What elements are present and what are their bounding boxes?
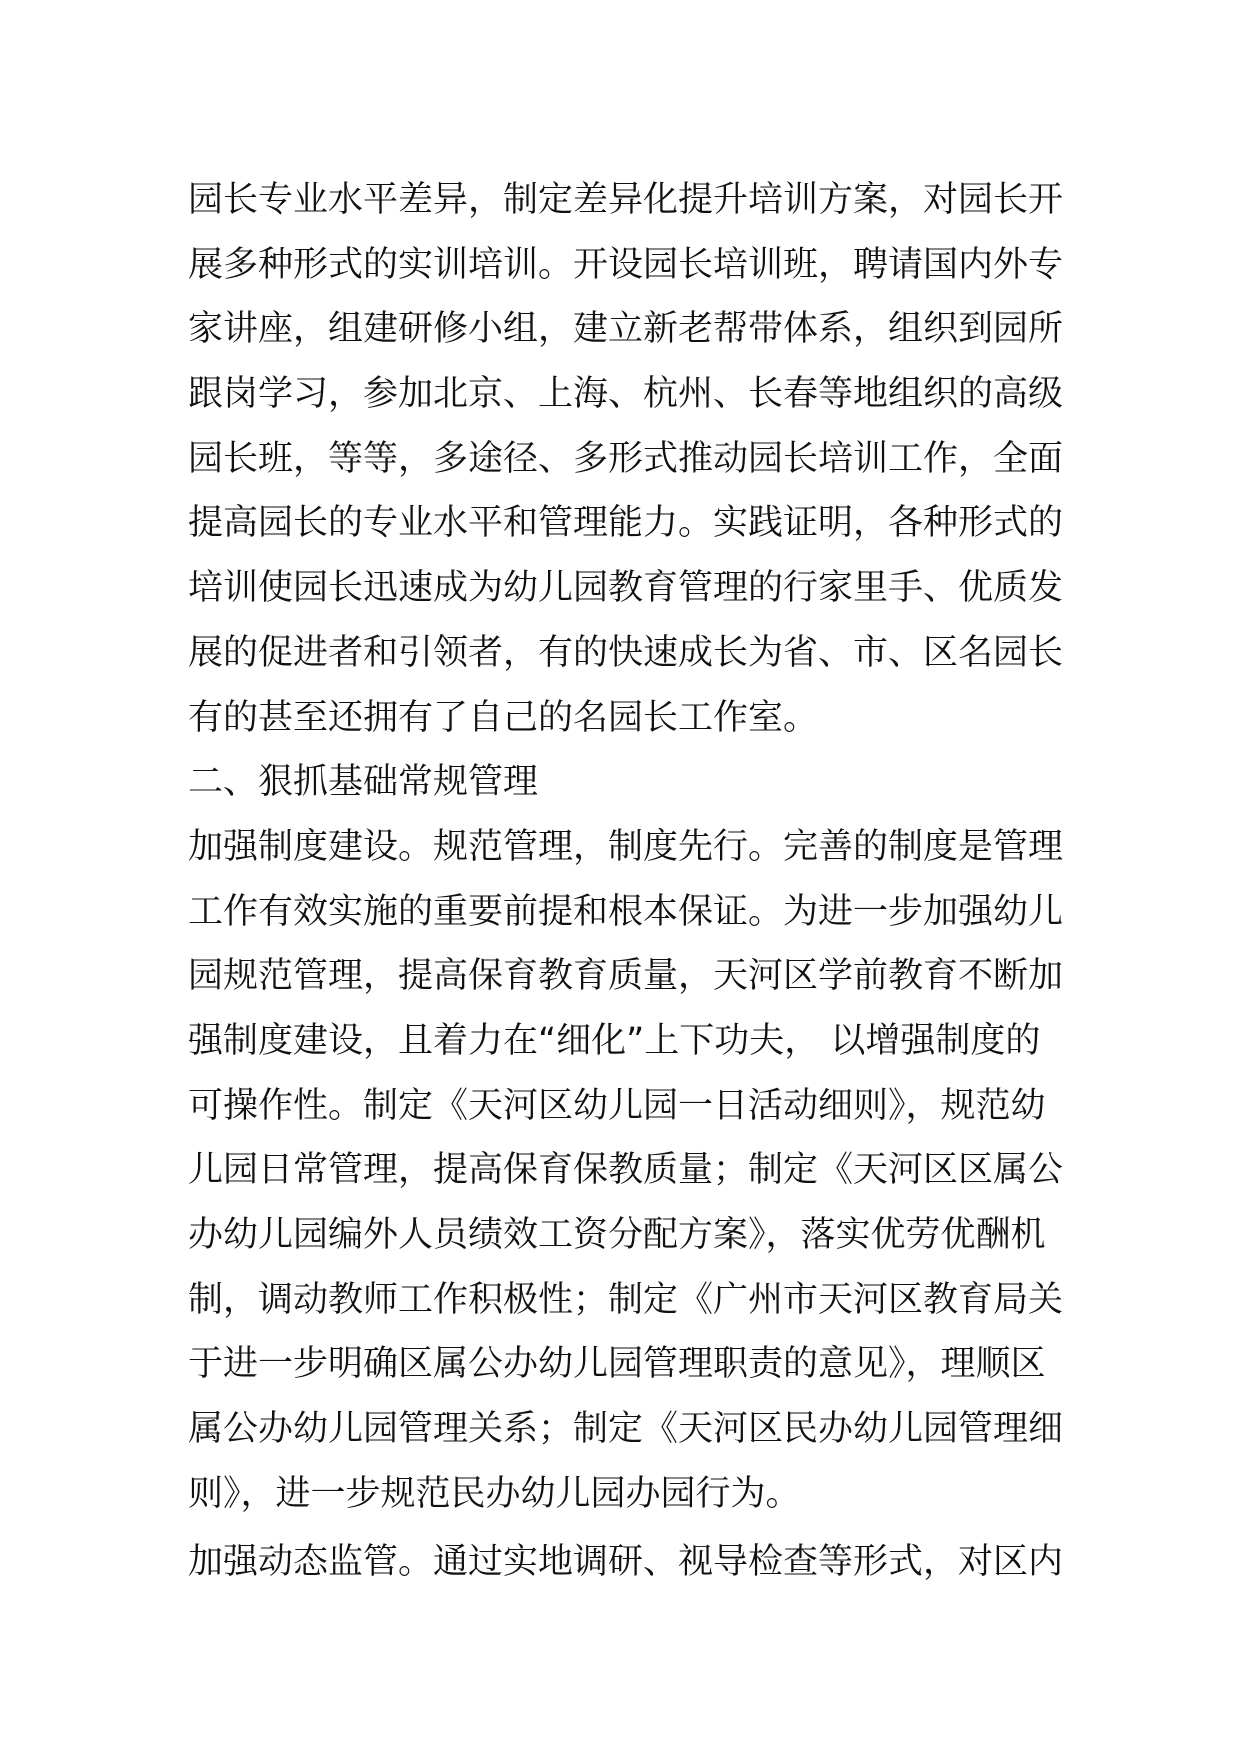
text-line: 培训使园长迅速成为幼儿园教育管理的行家里手、优质发 [188,568,1064,609]
text-line: 则》，进一步规范民办幼儿园办园行为。 [188,1473,801,1514]
text-line: 园长专业水平差异，制定差异化提升培训方案，对园长开 [188,180,1064,220]
text-line: 有的甚至还拥有了自己的名园长工作室。 [188,697,819,738]
text-line: 制，调动教师工作积极性；制定《广州市天河区教育局关 [188,1279,1064,1320]
text-line: 家讲座，组建研修小组，建立新老帮带体系，组织到园所 [188,309,1064,350]
text-line: 儿园日常管理，提高保育保教质量；制定《天河区区属公 [188,1150,1064,1191]
text-line: 跟岗学习，参加北京、上海、杭州、长春等地组织的高级 [188,374,1064,415]
text-line: 工作有效实施的重要前提和根本保证。为进一步加强幼儿 [188,891,1064,932]
text-line: 于进一步明确区属公办幼儿园管理职责的意见》，理顺区 [188,1344,1046,1385]
text-line: 可操作性。制定《天河区幼儿园一日活动细则》，规范幼 [188,1085,1046,1126]
body-text [188,168,1068,1595]
text-line: 提高园长的专业水平和管理能力。实践证明，各种形式的 [188,503,1064,544]
text-line: 展多种形式的实训培训。开设园长培训班，聘请国内外专 [188,244,1064,285]
text-line: 办幼儿园编外人员绩效工资分配方案》，落实优劳优酬机 [188,1215,1046,1255]
text-line: 加强制度建设。规范管理，制度先行。完善的制度是管理 [188,826,1064,867]
text-line: 园长班，等等，多途径、多形式推动园长培训工作，全面 [188,438,1064,479]
text-line: 强制度建设，且着力在“细化”上下功夫， 以增强制度的 [188,1020,1041,1061]
section-heading: 二、狠抓基础常规管理 [188,762,539,803]
text-line: 园规范管理，提高保育教育质量，天河区学前教育不断加 [188,956,1064,997]
text-line: 展的促进者和引领者，有的快速成长为省、市、区名园长 [188,632,1064,673]
text-line: 属公办幼儿园管理关系；制定《天河区民办幼儿园管理细 [188,1409,1064,1450]
text-line: 加强动态监管。通过实地调研、视导检查等形式，对区内 [188,1542,1064,1583]
